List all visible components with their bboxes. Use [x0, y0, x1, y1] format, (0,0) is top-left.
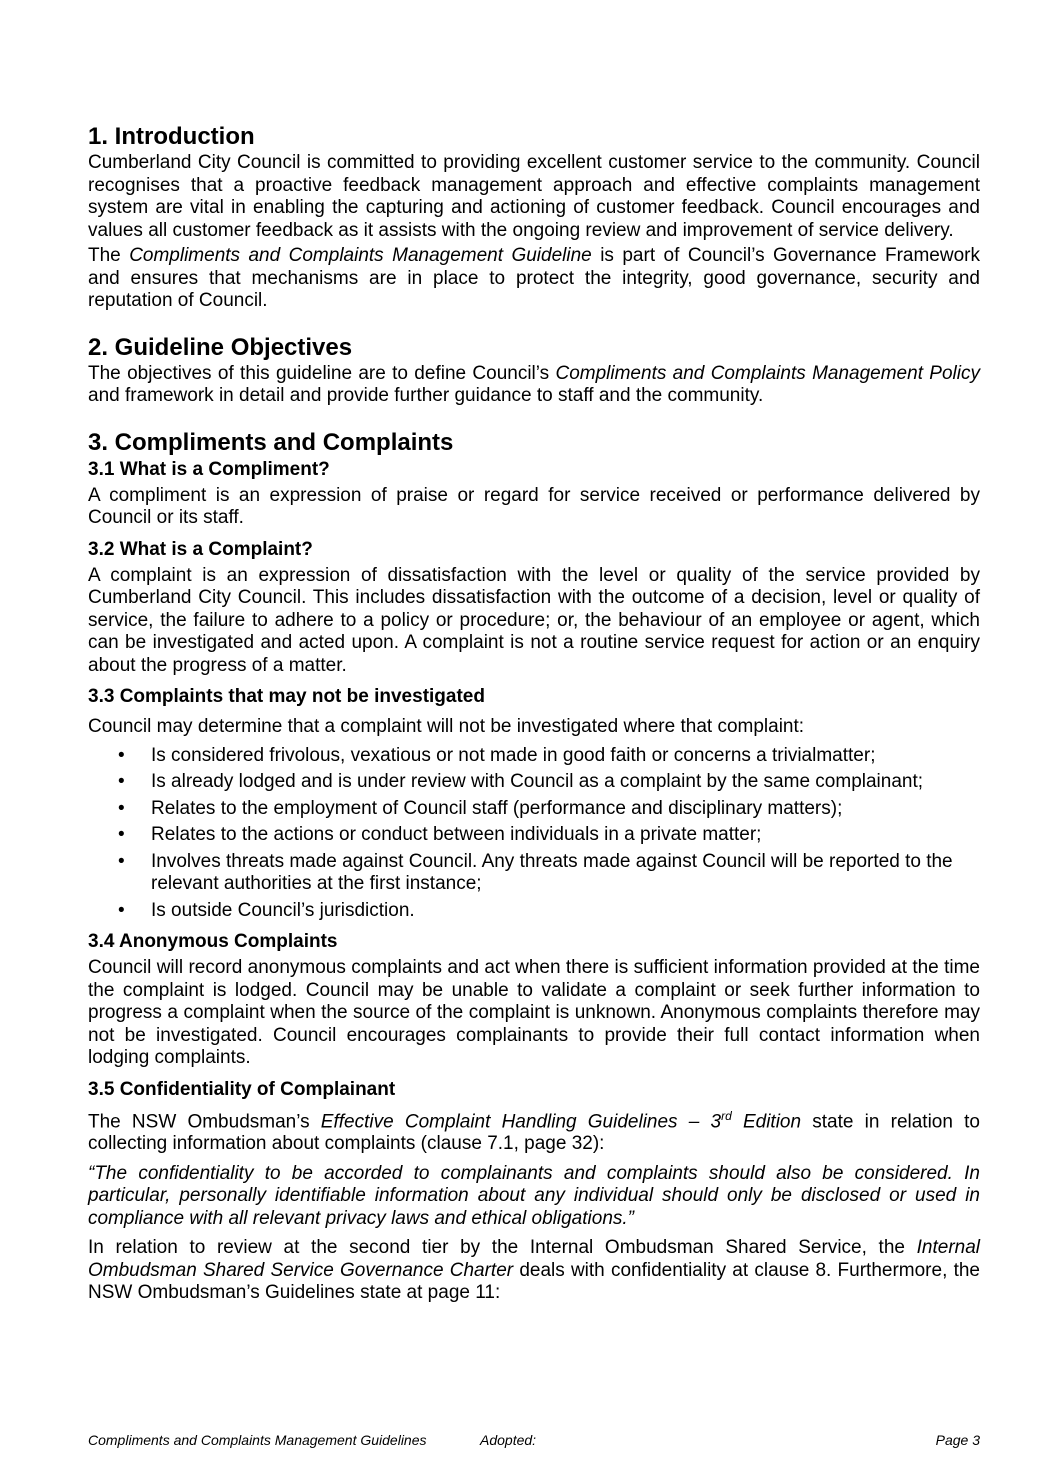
- footer-adopted: Adopted:: [480, 1432, 537, 1448]
- paragraph-3-1: A compliment is an expression of praise or regard for service received or performance delivered by Council or its staff.: [88, 484, 980, 528]
- heading-compliments-complaints: 3. Compliments and Complaints: [88, 428, 454, 456]
- list-item: • Is already lodged and is under review with Council as a complaint by the same complainant;: [118, 771, 924, 792]
- list-item: • Is considered frivolous, vexatious or not made in good faith or concerns a trivialmatter;: [118, 744, 876, 766]
- section-objectives: [88, 333, 980, 408]
- bullet-list-not-investigated: [88, 745, 980, 923]
- section-compliments-complaints: [88, 428, 980, 1305]
- footer-title: Compliments and Complaints Management Guidelines: [88, 1432, 427, 1448]
- heading-3-1: 3.1 What is a Compliment?: [88, 458, 330, 480]
- heading-3-2: 3.2 What is a Complaint?: [88, 538, 313, 560]
- intro-paragraph-2: The Compliments and Complaints Management Guideline is part of Council’s Governance Framework and ensures that mechanisms are in place to protect the integrity, good governance, security and reputation of Council.: [88, 245, 980, 311]
- paragraph-3-5-b: In relation to review at the second tier by the Internal Ombudsman Shared Service, the Internal Ombudsman Shared Service Governance Charter deals with confidentiality at clause 8. Furthermore, the NSW Ombudsman’s Guidelines state at page 11:: [88, 1237, 980, 1304]
- section-introduction: [88, 122, 980, 313]
- paragraph-3-5-a: The NSW Ombudsman’s Effective Complaint Handling Guidelines – 3rd Edition state in relation to collecting information about complaints (clause 7.1, page 32):: [88, 1108, 980, 1155]
- bullet-icon: •: [118, 850, 125, 872]
- objectives-paragraph: The objectives of this guideline are to define Council’s Compliments and Complaints Management Policy and framework in detail and provide further guidance to staff and the community.: [88, 362, 980, 406]
- heading-introduction: 1. Introduction: [88, 123, 255, 150]
- quote-ombudsman: “The confidentiality to be accorded to complainants and complaints should also be considered. In particular, personally identifiable information about any individual should only be disclosed or used in compliance with all relevant privacy laws and ethical obligations.”: [88, 1162, 980, 1229]
- bullet-icon: •: [118, 771, 125, 792]
- heading-3-3: 3.3 Complaints that may not be investigated: [88, 686, 485, 707]
- bullet-icon: •: [118, 899, 125, 921]
- paragraph-3-3-intro: Council may determine that a complaint will not be investigated where that complaint:: [88, 716, 805, 737]
- bullet-icon: •: [118, 744, 125, 766]
- paragraph-3-2: A complaint is an expression of dissatisfaction with the level or quality of the service provided by Cumberland City Council. This includes dissatisfaction with the outcome of a decision, level or quality of service, the failure to adhere to a policy or procedure; or, the behaviour of an employee or agent, which can be investigated and acted upon. A complaint is not a routine service request for action or an enquiry about the progress of a matter.: [88, 564, 980, 676]
- list-item: • Relates to the actions or conduct between individuals in a private matter;: [118, 824, 762, 845]
- paragraph-3-4: Council will record anonymous complaints and act when there is sufficient information provided at the time the complaint is lodged. Council may be unable to validate a complaint or seek further information to progress a complaint when the source of the complaint is unknown. Anonymous complaints therefore may not be investigated. Council encourages complainants to provide their full contact information when lodging complaints.: [88, 957, 980, 1068]
- bullet-icon: •: [118, 797, 125, 819]
- heading-objectives: 2. Guideline Objectives: [88, 333, 353, 361]
- intro-paragraph-1: Cumberland City Council is committed to providing excellent customer service to the community. Council recognises that a proactive feedback management approach and effective complaints management system are vital in enabling the capturing and actioning of customer feedback. Council encourages and values all customer feedback as it assists with the ongoing review and improvement of service delivery.: [88, 152, 980, 241]
- document-page: [88, 122, 980, 1305]
- footer-page-number: Page 3: [935, 1432, 980, 1448]
- list-item: • Involves threats made against Council. Any threats made against Council will be reported to the relevant authorities at the first instance;: [118, 850, 953, 894]
- bullet-icon: •: [118, 824, 125, 845]
- list-item: • Relates to the employment of Council staff (performance and disciplinary matters);: [118, 797, 843, 819]
- list-item: • Is outside Council’s jurisdiction.: [118, 899, 415, 921]
- heading-3-5: 3.5 Confidentiality of Complainant: [88, 1078, 396, 1100]
- heading-3-4: 3.4 Anonymous Complaints: [88, 931, 338, 952]
